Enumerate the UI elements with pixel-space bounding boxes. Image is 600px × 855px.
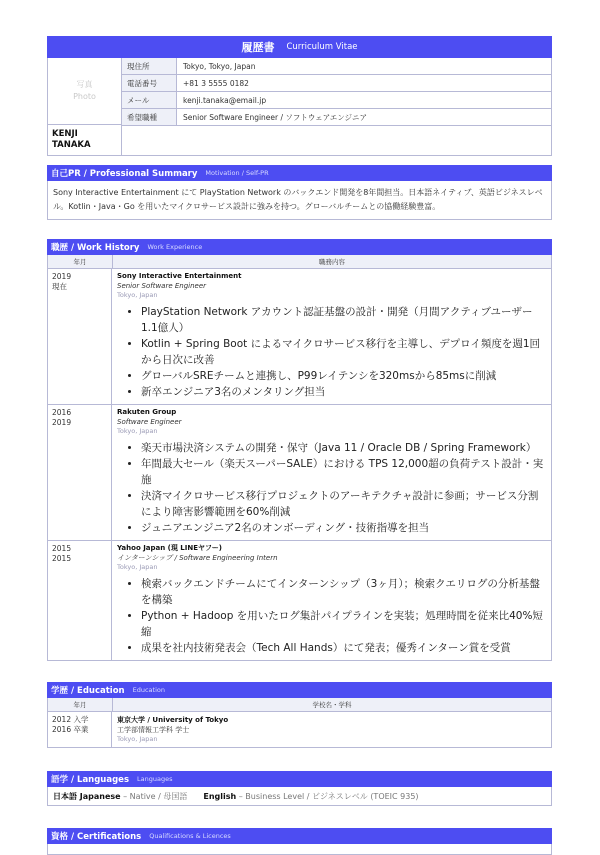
info-label: 電話番号 xyxy=(122,75,177,91)
work-table xyxy=(47,255,552,661)
section-header xyxy=(47,771,552,787)
info-value[interactable]: kenji.tanaka@email.jp xyxy=(183,95,267,105)
column-header-content: 学校名・学科 xyxy=(312,701,352,709)
candidate-name xyxy=(48,125,121,155)
job-role: Senior Software Engineer xyxy=(117,282,207,290)
edu-start: 2012 入学 xyxy=(52,715,89,724)
job-end: 現在 xyxy=(52,282,67,291)
section-subtitle: Education xyxy=(132,686,165,694)
language-name: 日本語 Japanese xyxy=(53,791,121,801)
job-bullets xyxy=(117,304,546,400)
certifications-section xyxy=(47,828,552,855)
language-name: English xyxy=(203,791,237,801)
column-header-year: 年月 xyxy=(48,255,113,268)
summary-section xyxy=(47,165,552,220)
resume-page xyxy=(47,36,552,855)
resume-title-bar xyxy=(47,36,552,58)
info-spacer xyxy=(122,126,551,155)
education-table xyxy=(47,698,552,748)
bullet-item: • グローバルSREチームと連携し、P99レイテンシを320msから85msに削減 xyxy=(141,368,546,384)
job-dates xyxy=(48,269,112,404)
work-section xyxy=(47,239,552,661)
certifications-table xyxy=(47,844,552,855)
bullet-item: • 新卒エンジニア3名のメンタリング担当 xyxy=(141,384,546,400)
section-header xyxy=(47,682,552,698)
info-value: +81 3 5555 0182 xyxy=(183,78,249,88)
job-dates xyxy=(48,405,112,540)
title-en: Curriculum Vitae xyxy=(286,42,358,52)
degree: 工学部情報工学科 学士 xyxy=(117,726,190,734)
column-header-year: 年月 xyxy=(48,698,113,711)
table-header xyxy=(48,255,551,269)
edu-detail xyxy=(112,712,551,747)
job-detail xyxy=(112,405,551,540)
column-header-content: 職務内容 xyxy=(319,258,345,266)
language-level: – Native / 母国語 xyxy=(123,791,188,801)
edu-dates xyxy=(48,712,112,747)
section-title: 学歴 / Education xyxy=(51,686,125,696)
info-label: メール xyxy=(122,92,177,108)
job-end: 2015 xyxy=(52,554,72,563)
language-item xyxy=(203,791,418,802)
photo-label-en: Photo xyxy=(73,92,96,101)
bullet-item: • 年間最大セール（楽天スーパーSALE）における TPS 12,000超の負荷テスト設計・実施 xyxy=(141,456,546,488)
section-header xyxy=(47,828,552,844)
language-level: – Business Level / ビジネスレベル (TOEIC 935) xyxy=(238,791,419,801)
info-value: Tokyo, Tokyo, Japan xyxy=(183,61,256,71)
section-title: 自己PR / Professional Summary xyxy=(51,169,198,179)
section-subtitle: Languages xyxy=(137,775,173,783)
job-bullets xyxy=(117,576,546,656)
profile-block xyxy=(47,58,552,156)
edu-end: 2016 卒業 xyxy=(52,725,89,734)
job-row xyxy=(48,269,551,405)
section-title: 職歴 / Work History xyxy=(51,243,140,253)
section-subtitle: Motivation / Self-PR xyxy=(205,169,269,177)
bullet-item: • PlayStation Network アカウント認証基盤の設計・開発（月間アクティブユーザー 1.1億人） xyxy=(141,304,546,336)
job-start: 2016 xyxy=(52,408,72,417)
section-title: 語学 / Languages xyxy=(51,775,130,785)
name-first: KENJI xyxy=(52,129,78,139)
section-header xyxy=(47,165,552,181)
education-section xyxy=(47,682,552,748)
info-label: 希望職種 xyxy=(122,109,177,125)
job-bullets xyxy=(117,440,546,536)
photo-placeholder xyxy=(48,58,121,125)
job-start: 2015 xyxy=(52,544,72,553)
info-row-address xyxy=(122,58,551,75)
name-last: TANAKA xyxy=(52,140,91,150)
contact-info xyxy=(122,58,551,155)
school-name: 東京大学 / University of Tokyo xyxy=(117,716,229,724)
job-role: インターンシップ / Software Engineering Intern xyxy=(117,554,278,562)
section-header xyxy=(47,239,552,255)
bullet-item: • 楽天市場決済システムの開発・保守（Java 11 / Oracle DB / Spring Framework） xyxy=(141,440,546,456)
bullet-item: • 成果を社内技術発表会（Tech All Hands）にて発表；優秀インターン賞を受賞 xyxy=(141,640,546,656)
bullet-item: • Python + Hadoop を用いたログ集計パイプラインを実装；処理時間を従来比40%短縮 xyxy=(141,608,546,640)
title-jp: 履歴書 xyxy=(241,41,275,54)
job-location: Tokyo, Japan xyxy=(117,563,158,571)
job-location: Tokyo, Japan xyxy=(117,291,158,299)
section-title: 資格 / Certifications xyxy=(51,832,142,842)
info-label: 現住所 xyxy=(122,58,177,74)
job-end: 2019 xyxy=(52,418,72,427)
info-row-email xyxy=(122,92,551,109)
job-row xyxy=(48,405,551,541)
bullet-item: • Kotlin + Spring Boot によるマイクロサービス移行を主導し、デプロイ頻度を週1回から日次に改善 xyxy=(141,336,546,368)
company-name: Yahoo Japan (現 LINEヤフー) xyxy=(117,544,223,552)
job-role: Software Engineer xyxy=(117,418,182,426)
info-value: Senior Software Engineer / ソフトウェアエンジニア xyxy=(183,112,368,122)
job-detail xyxy=(112,269,551,404)
photo-label-jp: 写真 xyxy=(76,80,93,89)
company-name: Sony Interactive Entertainment xyxy=(117,272,242,280)
job-start: 2019 xyxy=(52,272,72,281)
section-subtitle: Work Experience xyxy=(147,243,203,251)
school-location: Tokyo, Japan xyxy=(117,735,158,743)
job-location: Tokyo, Japan xyxy=(117,427,158,435)
summary-text: Sony Interactive Entertainment にて PlayStation Network のバックエンド開発を8年間担当。日本語ネイティブ、英語ビジネスレベル。Kotlin・Java・Go を用いたマイクロサービス設計に強みを持つ。グローバルチームとの協働経験豊富。 xyxy=(47,181,552,220)
bullet-item: • ジュニアエンジニア2名のオンボーディング・技術指導を担当 xyxy=(141,520,546,536)
language-item xyxy=(53,791,187,802)
languages-section xyxy=(47,771,552,806)
job-detail xyxy=(112,541,551,660)
education-row xyxy=(48,712,551,747)
info-row-phone xyxy=(122,75,551,92)
table-header xyxy=(48,698,551,712)
info-row-desired-role xyxy=(122,109,551,126)
job-dates xyxy=(48,541,112,660)
bullet-item: • 決済マイクロサービス移行プロジェクトのアーキテクチャ設計に参画；サービス分割により障害影響範囲を60%削減 xyxy=(141,488,546,520)
languages-list xyxy=(47,787,552,806)
photo-column xyxy=(48,58,122,155)
bullet-item: • 検索バックエンドチームにてインターンシップ（3ヶ月）；検索クエリログの分析基盤を構築 xyxy=(141,576,546,608)
company-name: Rakuten Group xyxy=(117,408,177,416)
job-row xyxy=(48,541,551,660)
section-subtitle: Qualifications & Licences xyxy=(149,832,231,840)
